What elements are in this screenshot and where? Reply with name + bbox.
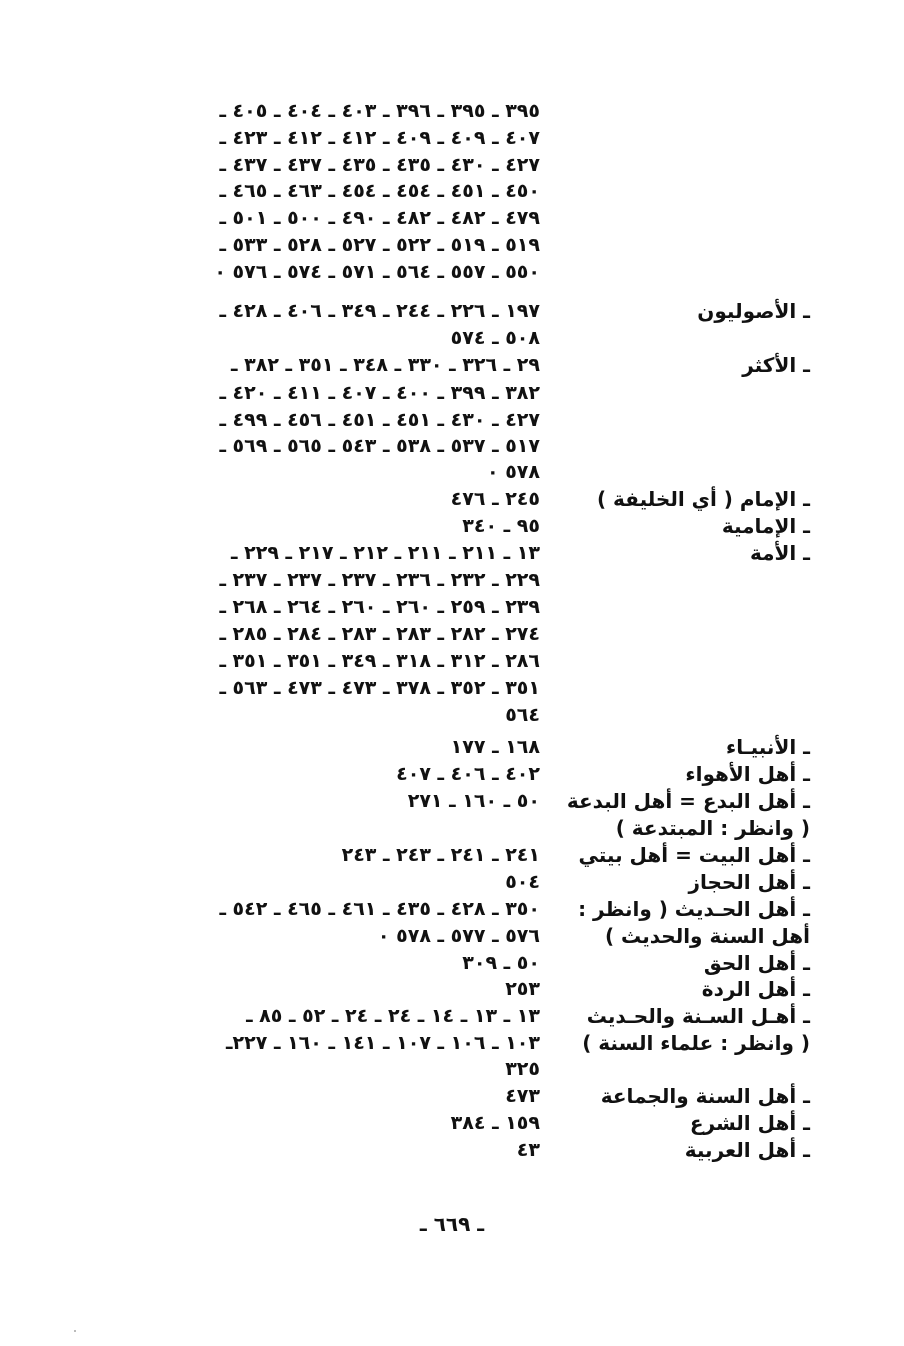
page-refs: ٢٤١ ـ ٢٤١ ـ ٢٤٣ ـ ٢٤٣ (341, 844, 540, 866)
page-refs: ٣٥٠ ـ ٤٢٨ ـ ٤٣٥ ـ ٤٦١ ـ ٤٦٥ ـ ٥٤٢ ـ (219, 898, 540, 920)
r2 (110, 152, 810, 179)
page-refs: ٤٠٧ ـ ٤٠٩ ـ ٤٠٩ ـ ٤١٢ ـ ٤١٢ ـ ٤٢٣ ـ (219, 127, 540, 149)
index-term: ـ أهل الشرع (689, 1111, 810, 1135)
index-term: ـ أهل الحق (703, 951, 810, 975)
r30 (110, 923, 810, 950)
index-term: ـ أهل الحجاز (688, 870, 810, 894)
r0 (110, 98, 810, 125)
page-refs: ٢٢٩ ـ ٢٣٢ ـ ٢٣٦ ـ ٢٣٧ ـ ٢٣٧ ـ ٢٣٧ ـ (219, 569, 540, 591)
r5 (110, 232, 810, 259)
r21 (110, 675, 810, 702)
page-refs: ٤٢٧ ـ ٤٣٠ ـ ٤٣٥ ـ ٤٣٥ ـ ٤٣٧ ـ ٤٣٧ ـ (219, 154, 540, 176)
page-refs: ٢٩ ـ ٣٢٦ ـ ٣٣٠ ـ ٣٤٨ ـ ٣٥١ ـ ٣٨٢ ـ (231, 354, 540, 376)
index-term: ـ أهل الأهواء (685, 762, 810, 786)
index-term: ـ أهل العربية (684, 1138, 810, 1162)
index-term: ـ الأكثر (742, 353, 810, 377)
index-term: ـ الأنبيـاء (726, 735, 810, 759)
r7 (110, 298, 810, 325)
page-refs: ٤٠٢ ـ ٤٠٦ ـ ٤٠٧ (396, 763, 540, 785)
r18 (110, 594, 810, 621)
index-term: ـ الأصوليون (697, 299, 810, 323)
r19 (110, 621, 810, 648)
r10 (110, 380, 810, 407)
page-refs: ١٣ ـ ٢١١ ـ ٢١١ ـ ٢١٢ ـ ٢١٧ ـ ٢٢٩ ـ (231, 542, 540, 564)
r32 (110, 976, 810, 1003)
index-term: ـ الإمام ( أي الخليفة ) (596, 487, 810, 511)
index-term: ( وانظر : علماء السنة ) (582, 1031, 810, 1055)
page-refs: ٢٨٦ ـ ٣١٢ ـ ٣١٨ ـ ٣٤٩ ـ ٣٥١ ـ ٣٥١ ـ (219, 650, 540, 672)
page-refs: ٣٥١ ـ ٣٥٢ ـ ٣٧٨ ـ ٤٧٣ ـ ٤٧٣ ـ ٥٦٣ ـ (219, 677, 540, 699)
page-refs: ٣٨٢ ـ ٣٩٩ ـ ٤٠٠ ـ ٤٠٧ ـ ٤١١ ـ ٤٢٠ ـ (219, 382, 540, 404)
page-refs: ٢٣٩ ـ ٢٥٩ ـ ٢٦٠ ـ ٢٦٠ ـ ٢٦٤ ـ ٢٦٨ ـ (219, 596, 540, 618)
r33 (110, 1003, 810, 1030)
index-term: أهل السنة والحديث ) (604, 924, 810, 948)
r38 (110, 1137, 810, 1164)
page-refs: ٤٢٧ ـ ٤٣٠ ـ ٤٥١ ـ ٤٥١ ـ ٤٥٦ ـ ٤٩٩ ـ (219, 409, 540, 431)
page-number: ـ ٦٦٩ ـ (419, 1212, 485, 1236)
r11 (110, 407, 810, 434)
index-term: ـ أهل السنة والجماعة (600, 1084, 810, 1108)
page-refs: ١٥٩ ـ ٣٨٤ (450, 1112, 540, 1134)
page-refs: ١٦٨ ـ ١٧٧ (450, 736, 540, 758)
r29 (110, 896, 810, 923)
index-term: ـ أهل البيت = أهل بيتي (578, 843, 810, 867)
r37 (110, 1110, 810, 1137)
page-refs: ٥٥٠ ـ ٥٥٧ ـ ٥٦٤ ـ ٥٧١ ـ ٥٧٤ ـ ٥٧٦ ٠ (214, 261, 540, 283)
index-term: ـ الإمامية (721, 514, 810, 538)
r20 (110, 648, 810, 675)
page-refs: ٥٠٤ (505, 871, 540, 893)
page-refs: ١٩٧ ـ ٢٢٦ ـ ٢٤٤ ـ ٣٤٩ ـ ٤٠٦ ـ ٤٢٨ ـ (219, 300, 540, 322)
r8 (110, 325, 810, 352)
r23 (110, 734, 810, 761)
page-refs: ٥٧٦ ـ ٥٧٧ ـ ٥٧٨ ٠ (377, 925, 540, 947)
page-refs: ٥١٩ ـ ٥١٩ ـ ٥٢٢ ـ ٥٢٧ ـ ٥٢٨ ـ ٥٣٣ ـ (219, 234, 540, 256)
r15 (110, 513, 810, 540)
r36 (110, 1083, 810, 1110)
page-refs: ٤٣ (516, 1139, 540, 1161)
page-refs: ٢٤٥ ـ ٤٧٦ (450, 488, 540, 510)
r25 (110, 788, 810, 815)
r12 (110, 433, 810, 460)
page-refs: ٥٧٨ ٠ (486, 461, 540, 483)
page-refs: ٢٧٤ ـ ٢٨٢ ـ ٢٨٣ ـ ٢٨٣ ـ ٢٨٤ ـ ٢٨٥ ـ (219, 623, 540, 645)
r24 (110, 761, 810, 788)
r35 (110, 1056, 810, 1083)
r31 (110, 950, 810, 977)
page-refs: ٢٥٣ (505, 978, 540, 1000)
r28 (110, 869, 810, 896)
r4 (110, 205, 810, 232)
page-refs: ٤٧٩ ـ ٤٨٢ ـ ٤٨٢ ـ ٤٩٠ ـ ٥٠٠ ـ ٥٠١ ـ (219, 207, 540, 229)
page-refs: ٩٥ ـ ٣٤٠ (462, 515, 540, 537)
r3 (110, 178, 810, 205)
page-refs: ٥٦٤ (505, 704, 540, 726)
page-refs: ٥٠ ـ ٣٠٩ (462, 952, 540, 974)
index-term: ( وانظر : المبتدعة ) (615, 816, 810, 840)
page-refs: ٣٢٥ (505, 1058, 540, 1080)
page-refs: ٣٩٥ ـ ٣٩٥ ـ ٣٩٦ ـ ٤٠٣ ـ ٤٠٤ ـ ٤٠٥ ـ (219, 100, 540, 122)
page-refs: ٥٠٨ ـ ٥٧٤ (450, 327, 540, 349)
index-term: ـ الأمة (749, 541, 810, 565)
index-term: ـ أهل الردة (701, 977, 810, 1001)
index-term: ـ أهل الحـديث ( وانظر : (578, 897, 810, 921)
r6 (110, 259, 810, 286)
r13 (110, 459, 810, 486)
page-refs: ٥١٧ ـ ٥٣٧ ـ ٥٣٨ ـ ٥٤٣ ـ ٥٦٥ ـ ٥٦٩ ـ (219, 435, 540, 457)
r27 (110, 842, 810, 869)
r1 (110, 125, 810, 152)
page-refs: ٥٠ ـ ١٦٠ ـ ٢٧١ (407, 790, 540, 812)
r22 (110, 702, 810, 729)
r34 (110, 1030, 810, 1057)
r9 (110, 352, 810, 379)
index-term: ـ أهل البدع = أهل البدعة (566, 789, 810, 813)
page-refs: ١٠٣ ـ ١٠٦ ـ ١٠٧ ـ ١٤١ ـ ١٦٠ ـ ٢٢٧ـ (226, 1032, 540, 1054)
r16 (110, 540, 810, 567)
r14 (110, 486, 810, 513)
r26 (110, 815, 810, 842)
page-refs: ٤٧٣ (505, 1085, 540, 1107)
page-refs: ٤٥٠ ـ ٤٥١ ـ ٤٥٤ ـ ٤٥٤ ـ ٤٦٣ ـ ٤٦٥ ـ (219, 180, 540, 202)
scan-speck (74, 1330, 76, 1332)
index-term: ـ أهـل السـنة والحـديث (586, 1004, 810, 1028)
r17 (110, 567, 810, 594)
page-refs: ١٣ ـ ١٣ ـ ١٤ ـ ٢٤ ـ ٢٤ ـ ٥٢ ـ ٨٥ ـ (246, 1005, 540, 1027)
